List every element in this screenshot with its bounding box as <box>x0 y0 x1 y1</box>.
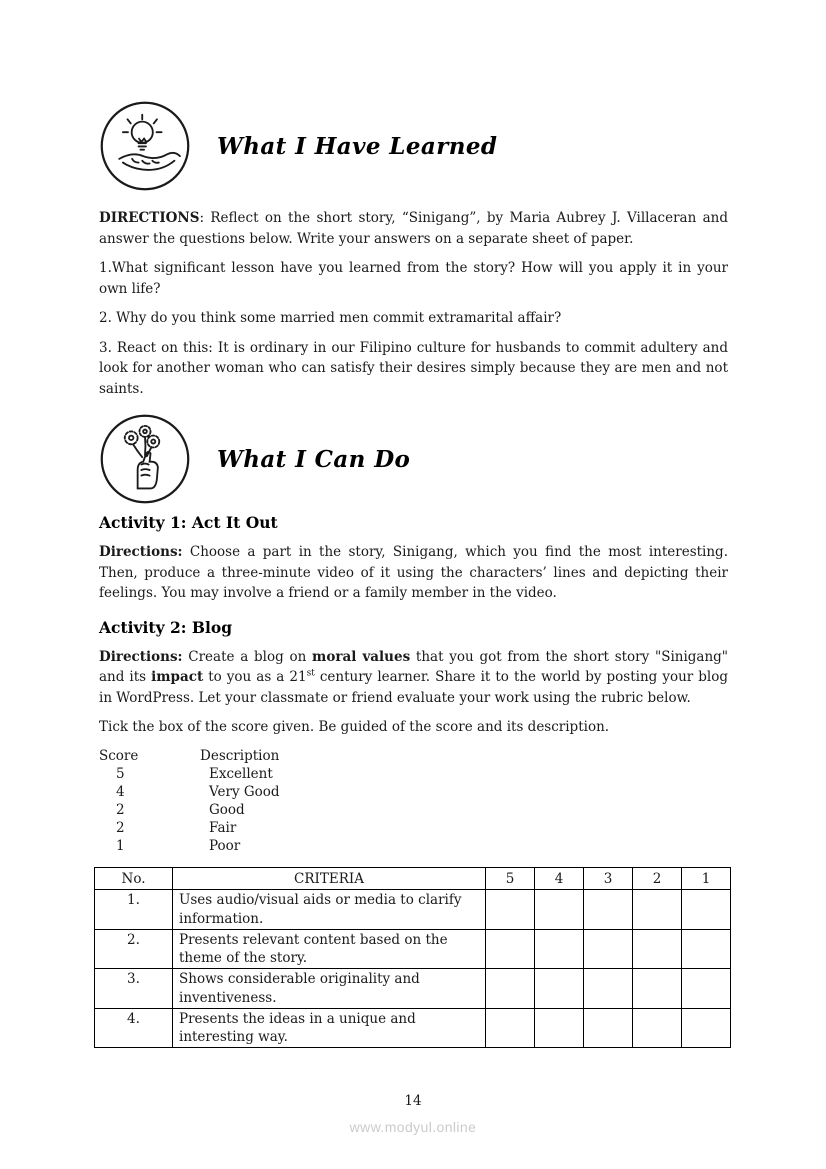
directions-paragraph <box>99 208 728 249</box>
section-header-what-i-have-learned <box>99 100 728 192</box>
score-description: Good <box>209 801 245 818</box>
header-score-1: 1 <box>682 868 731 890</box>
section-title-what-i-can-do: What I Can Do <box>217 445 411 473</box>
activity-2-text-3: to you as a 21 <box>203 669 307 686</box>
score-cell[interactable] <box>584 969 633 1008</box>
activity-1-heading: Activity 1: Act It Out <box>99 513 278 533</box>
score-cell[interactable] <box>535 969 584 1008</box>
score-value: 2 <box>116 801 125 818</box>
criteria-cell: Uses audio/visual aids or media to clarify information. <box>173 890 486 929</box>
score-cell[interactable] <box>633 890 682 929</box>
row-number-cell: 1. <box>95 890 173 929</box>
score-cell[interactable] <box>633 1008 682 1047</box>
criteria-cell: Presents relevant content based on the theme of the story. <box>173 929 486 968</box>
question-1: 1.What significant lesson have you learned from the story? How will you apply it in your own life? <box>99 260 728 297</box>
rubric-header-row <box>95 868 731 890</box>
score-legend-row <box>99 784 728 802</box>
score-description: Very Good <box>209 783 280 800</box>
lightbulb-hand-icon <box>99 100 191 192</box>
header-no: No. <box>95 868 173 890</box>
activity-1-directions-text: Choose a part in the story, Sinigang, which you find the most interesting. Then, produce a three-minute video of it using the characters’ lines and depicting their feelings. You may involve a friend or a family member in the video. <box>99 544 728 602</box>
activity-2-directions <box>99 647 728 709</box>
footer-url: www.modyul.online <box>349 1119 477 1135</box>
score-description: Fair <box>209 819 237 836</box>
question-2: 2. Why do you think some married men commit extramarital affair? <box>99 310 562 327</box>
question-3: 3. React on this: It is ordinary in our Filipino culture for husbands to commit adultery and look for another woman who can satisfy their desires simply because they are men and not saints. <box>99 339 728 397</box>
page-number: 14 <box>404 1093 422 1109</box>
score-legend-row <box>99 766 728 784</box>
activity-2-bold-impact: impact <box>151 669 204 686</box>
score-legend-header <box>99 748 728 766</box>
score-cell[interactable] <box>535 1008 584 1047</box>
header-score-5: 5 <box>486 868 535 890</box>
page-content <box>99 0 728 1048</box>
activity-2-text-4: century learner. Share it to the world by posting your blog in WordPress. Let your classmate or friend evaluate your work using the rubric below. <box>99 669 728 706</box>
score-legend-row <box>99 802 728 820</box>
activity-2-bold-moral-values: moral values <box>312 648 411 665</box>
table-row <box>95 969 731 1008</box>
score-cell[interactable] <box>486 929 535 968</box>
directions-text: : Reflect on the short story, “Sinigang”, by Maria Aubrey J. Villaceran and answer the questions below. Write your answers on a separate sheet of paper. <box>99 210 728 247</box>
row-number-cell: 4. <box>95 1008 173 1047</box>
score-legend-row <box>99 820 728 838</box>
score-cell[interactable] <box>682 1008 731 1047</box>
hand-gears-icon <box>99 413 191 505</box>
activity-2-heading: Activity 2: Blog <box>99 617 233 637</box>
description-header: Description <box>200 747 280 764</box>
score-description: Excellent <box>209 765 273 782</box>
activity-1-directions-label: Directions: <box>99 544 183 561</box>
score-value: 2 <box>116 819 125 836</box>
row-number-cell: 2. <box>95 929 173 968</box>
activity-2-text-2: that you got from the short story "Sinigang" and its <box>99 648 729 686</box>
score-cell[interactable] <box>486 890 535 929</box>
directions-label: DIRECTIONS <box>99 210 200 226</box>
score-cell[interactable] <box>584 1008 633 1047</box>
score-value: 5 <box>116 765 125 782</box>
criteria-cell: Shows considerable originality and inventiveness. <box>173 969 486 1008</box>
score-legend-row <box>99 838 728 856</box>
score-cell[interactable] <box>486 969 535 1008</box>
header-score-3: 3 <box>584 868 633 890</box>
score-cell[interactable] <box>682 969 731 1008</box>
table-row <box>95 929 731 968</box>
score-value: 4 <box>116 783 125 800</box>
score-cell[interactable] <box>584 929 633 968</box>
row-number-cell: 3. <box>95 969 173 1008</box>
activity-2-superscript-st: st <box>306 668 315 679</box>
score-cell[interactable] <box>633 969 682 1008</box>
criteria-cell: Presents the ideas in a unique and interesting way. <box>173 1008 486 1047</box>
score-cell[interactable] <box>535 929 584 968</box>
table-row <box>95 1008 731 1047</box>
header-score-2: 2 <box>633 868 682 890</box>
score-value: 1 <box>116 837 125 854</box>
activity-2-text-1: Create a blog on <box>182 648 313 665</box>
activity-1-directions <box>99 542 728 604</box>
tick-note: Tick the box of the score given. Be guided of the score and its description. <box>99 719 610 736</box>
activity-2-directions-label: Directions: <box>99 648 183 665</box>
header-criteria: CRITERIA <box>173 868 486 890</box>
rubric-table <box>94 867 731 1048</box>
score-cell[interactable] <box>682 929 731 968</box>
score-cell[interactable] <box>486 1008 535 1047</box>
score-cell[interactable] <box>535 890 584 929</box>
score-cell[interactable] <box>633 929 682 968</box>
score-cell[interactable] <box>584 890 633 929</box>
table-row <box>95 890 731 929</box>
score-legend <box>99 748 728 856</box>
score-cell[interactable] <box>682 890 731 929</box>
section-header-what-i-can-do <box>99 413 728 505</box>
score-description: Poor <box>209 837 241 854</box>
header-score-4: 4 <box>535 868 584 890</box>
section-title-what-i-have-learned: What I Have Learned <box>217 132 498 160</box>
score-header: Score <box>99 747 139 764</box>
